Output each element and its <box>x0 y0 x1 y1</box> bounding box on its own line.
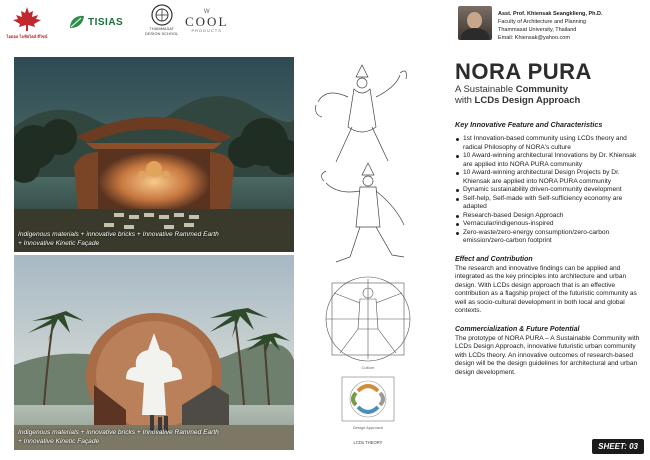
author-block <box>458 6 638 46</box>
subtitle-bold2: LCDs Design Approach <box>474 95 581 106</box>
effect-text: The research and innovative findings can be applied and integrated as the key principles into architecture and urban design. With LCDs design approach that is an effective contribution as a flagship project of the futuristic community as well as socio-cultural development in both local and global contexts. <box>455 264 637 314</box>
author-info <box>498 6 603 46</box>
subtitle-line2 <box>455 95 645 106</box>
key-item: Zero-waste/zero-energy consumption/zero-carbon emission/zero-carbon footprint <box>455 229 645 246</box>
commercialization-text: The prototype of NORA PURA – A Sustainable Community with LCDs Design Approach, innovative futuristic urban community with LCDs theory. An innovative outcomes of research-based design will be the design guidelines for architectural and urban design development. <box>455 334 640 376</box>
sheet-number: SHEET: 03 <box>592 439 644 454</box>
rendering-pavilion <box>14 57 294 252</box>
cool-logo-sub: PRODUCTS <box>191 28 222 33</box>
leaf-icon <box>68 14 86 30</box>
text-column <box>455 60 645 377</box>
pavilion-image <box>14 57 294 252</box>
rendering2-caption <box>18 429 219 446</box>
key-item: Dynamic sustainability driven-community development <box>455 186 645 195</box>
author-photo <box>458 6 492 40</box>
maple-leaf-icon <box>6 6 48 32</box>
key-item: 10 Award-winning architectural Innovations by Dr. Khiensak are applied into NORA PURA community <box>455 152 645 169</box>
header <box>0 0 650 50</box>
rendering2-caption-line1: Indigenous materials + innovative bricks + Innovative Rammed Earth <box>18 429 219 436</box>
rendering1-caption-line2: + Innovative Kinetic Façade <box>18 239 100 247</box>
thammasat-caption-2: DESIGN SCHOOL <box>145 31 179 37</box>
thammasat-logo <box>145 4 178 37</box>
diagram-label-top: Culture <box>361 365 375 370</box>
rendering-gate <box>14 255 294 450</box>
cool-products-logo <box>185 9 228 33</box>
effect-heading: Effect and Contribution <box>455 255 533 263</box>
sketch-column <box>296 57 448 450</box>
thammasat-caption-1: THAMMASAT <box>149 26 175 31</box>
author-email: Email: Khiensak@yahoo.com <box>498 35 570 41</box>
tisias-name: TISIAS <box>88 16 124 28</box>
key-item: Self-help, Self-made with Self-sufficiency economy are adapted <box>455 195 645 212</box>
rendering1-caption-line1: Indigenous materials + innovative bricks + Innovative Rammed Earth <box>18 231 219 238</box>
cool-logo-top: W <box>203 9 210 15</box>
diagram-label-bottom: Design Approach <box>352 425 384 430</box>
cool-logo-main: COOL <box>185 14 229 29</box>
rendering1-caption <box>18 231 219 248</box>
key-item: Research-based Design Approach <box>455 212 645 221</box>
key-heading: Key Innovative Feature and Characteristics <box>455 120 603 129</box>
rendering2-caption-line2: + Innovative Kinetic Façade <box>18 437 100 445</box>
renderings-column <box>14 57 294 450</box>
maple-leaf-logo <box>6 6 48 40</box>
nora-sketches <box>296 57 448 450</box>
author-faculty: Faculty of Architecture and Planning <box>498 19 587 25</box>
author-university: Thammasat University, Thailand <box>498 27 577 33</box>
subtitle-part1: A Sustainable <box>455 84 514 95</box>
subtitle-part2: with <box>455 95 472 106</box>
commercialization-heading: Commercialization & Future Potential <box>455 325 580 333</box>
gate-image <box>14 255 294 450</box>
emblem-icon <box>151 4 173 26</box>
author-name: Asst. Prof. Khiensak Seangklieng, Ph.D. <box>498 11 603 17</box>
subtitle-bold1: Community <box>515 84 568 95</box>
key-item: 10 Award-winning architectural Design Projects by Dr. Khiensak are applied into NORA PURA community <box>455 169 645 186</box>
page-title: NORA PURA <box>455 59 592 84</box>
key-list <box>455 135 645 246</box>
subtitle-line1 <box>455 84 645 95</box>
diagram-label-theory: LCDs THEORY <box>353 440 383 445</box>
tisias-logo <box>68 14 123 30</box>
key-item: Vernacular/indigenous-inspired <box>455 220 645 229</box>
key-item: 1st Innovation-based community using LCDs theory and radical Philosophy of NORA's culture <box>455 135 645 152</box>
logo1-caption: ไอดอล ไลฟ์สไตล์ ดีไซน์ <box>6 34 48 39</box>
